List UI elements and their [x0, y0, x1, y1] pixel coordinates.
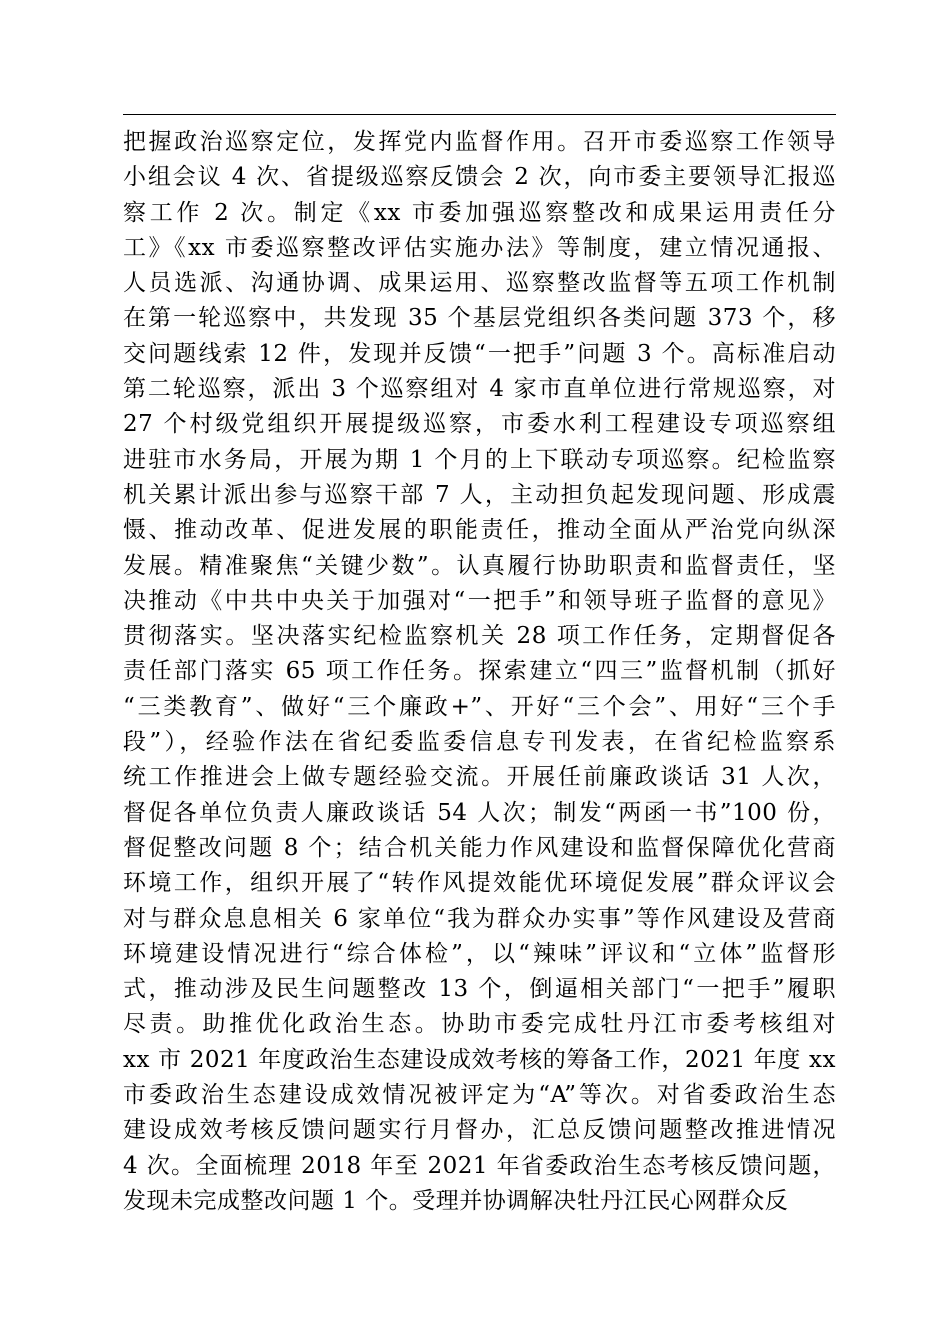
text-line: 在第一轮巡察中，共发现 35 个基层党组织各类问题 373 个，移: [123, 305, 836, 332]
text-line: 慑、推动改革、促进发展的职能责任，推动全面从严治党向纵深: [123, 517, 836, 544]
text-line: 统工作推进会上做专题经验交流。开展任前廉政谈话 31 人次，: [123, 764, 836, 791]
text-line: 发展。精准聚焦“关键少数”。认真履行协助职责和监督责任，坚: [123, 552, 836, 579]
text-line: 市委政治生态建设成效情况被评定为“A”等次。对省委政治生态: [123, 1082, 836, 1109]
text-line: 人员选派、沟通协调、成果运用、巡察整改监督等五项工作机制: [123, 270, 836, 297]
text-line: 式，推动涉及民生问题整改 13 个，倒逼相关部门“一把手”履职: [123, 976, 836, 1003]
text-line: 机关累计派出参与巡察干部 7 人，主动担负起发现问题、形成震: [123, 481, 836, 508]
text-line: 察工作 2 次。制定《xx 市委加强巡察整改和成果运用责任分: [123, 199, 836, 226]
text-line: 发现未完成整改问题 1 个。受理并协调解决牡丹江民心网群众反: [123, 1187, 789, 1214]
text-line: 贯彻落实。坚决落实纪检监察机关 28 项工作任务，定期督促各: [123, 623, 836, 650]
text-line: 决推动《中共中央关于加强对“一把手”和领导班子监督的意见》: [123, 587, 836, 614]
text-line: 责任部门落实 65 项工作任务。探索建立“四三”监督机制（抓好: [123, 658, 836, 685]
text-line: “三类教育”、做好“三个廉政+”、开好“三个会”、用好“三个手: [123, 693, 836, 720]
text-line: 督促整改问题 8 个；结合机关能力作风建设和监督保障优化营商: [123, 834, 836, 861]
text-line: 尽责。助推优化政治生态。协助市委完成牡丹江市委考核组对: [123, 1011, 836, 1038]
text-line: 小组会议 4 次、省提级巡察反馈会 2 次，向市委主要领导汇报巡: [123, 164, 836, 191]
text-line: 环境工作，组织开展了“转作风提效能优环境促发展”群众评议会: [123, 870, 836, 897]
text-line: 交问题线索 12 件，发现并反馈“一把手”问题 3 个。高标准启动: [123, 340, 836, 367]
text-line: 27 个村级党组织开展提级巡察，市委水利工程建设专项巡察组: [123, 411, 836, 438]
text-line: 建设成效考核反馈问题实行月督办，汇总反馈问题整改推进情况: [123, 1117, 836, 1144]
text-line: 工》《xx 市委巡察整改评估实施办法》等制度，建立情况通报、: [123, 234, 836, 261]
text-line: 对与群众息息相关 6 家单位“我为群众办实事”等作风建设及营商: [123, 905, 836, 932]
body-paragraph: [123, 125, 836, 1219]
text-line: 环境建设情况进行“综合体检”，以“辣味”评议和“立体”监督形: [123, 940, 836, 967]
text-line: 4 次。全面梳理 2018 年至 2021 年省委政治生态考核反馈问题，: [123, 1152, 836, 1179]
text-line: xx 市 2021 年度政治生态建设成效考核的筹备工作，2021 年度 xx: [123, 1046, 836, 1073]
text-line: 进驻市水务局，开展为期 1 个月的上下联动专项巡察。纪检监察: [123, 446, 836, 473]
text-line: 第二轮巡察，派出 3 个巡察组对 4 家市直单位进行常规巡察，对: [123, 376, 836, 403]
text-line: 督促各单位负责人廉政谈话 54 人次；制发“两函一书”100 份，: [123, 799, 836, 826]
text-line: 段”），经验作法在省纪委监委信息专刊发表，在省纪检监察系: [123, 729, 836, 756]
header-rule: [123, 114, 836, 115]
text-line: 把握政治巡察定位，发挥党内监督作用。召开市委巡察工作领导: [123, 129, 836, 155]
